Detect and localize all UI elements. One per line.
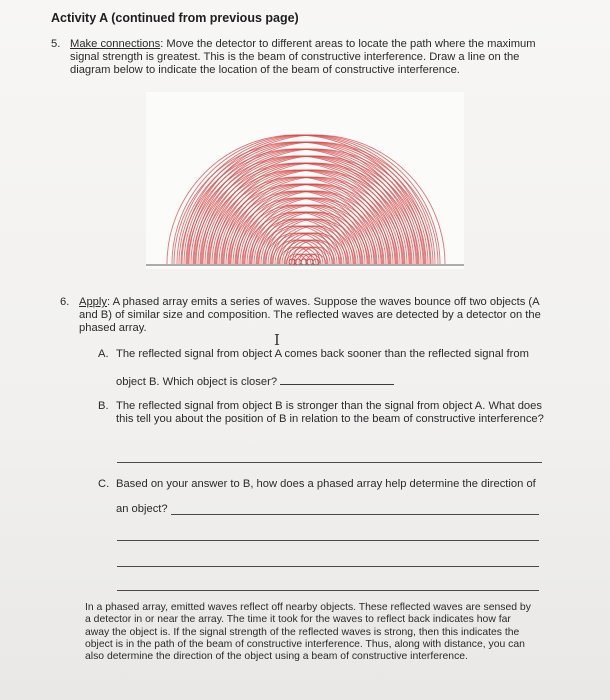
summary-paragraph: In a phased array, emitted waves reflect off nearby objects. These reflected waves are sensed by a detector in or near the array. The time it took for the waves to reflect back indicates how far away the object is. If the signal strength of the reflected waves is strong, then this indicates the object is in the path of the beam of constructive interference. Thus, along with distance, you can also determine the direction of the object using a beam of constructive interference.: [85, 602, 531, 663]
wave-diagram-svg[interactable]: [146, 92, 464, 269]
answer-6c-line-4[interactable]: [117, 590, 539, 591]
question-6-body: [79, 296, 550, 336]
question-5: [51, 38, 561, 78]
activity-title: Activity A (continued from previous page): [51, 11, 299, 25]
question-5-text: : Move the detector to different areas to locate the path where the maximum signal strength is greatest. This is the beam of constructive interference. Draw a line on the diagram below to indicate the location of the beam of constructive interference.: [70, 38, 536, 77]
answer-6c-line-3[interactable]: [117, 566, 539, 567]
question-6: [60, 296, 550, 336]
question-6a: [98, 348, 558, 361]
answer-6c-line-2[interactable]: [117, 540, 539, 541]
question-6c-letter: C.: [98, 478, 110, 490]
question-6c-line2: an object?: [116, 503, 168, 515]
question-5-lead: Make connections: [70, 38, 161, 50]
question-5-body: [70, 38, 561, 78]
answer-6c-line-1[interactable]: [171, 514, 539, 515]
question-6a-line1: The reflected signal from object A comes back sooner than the reflected signal from: [116, 348, 529, 360]
question-6-number: 6.: [60, 296, 70, 308]
text-cursor-icon: I: [274, 331, 280, 349]
question-6b-letter: B.: [98, 400, 109, 412]
question-6a-line2: object B. Which object is closer?: [116, 376, 278, 388]
question-6-text: : A phased array emits a series of waves. Suppose the waves bounce off two objects (A and B) of similar size and composition. The reflected waves are detected by a detector on the phased array.: [79, 296, 541, 335]
question-6-lead: Apply: [79, 296, 107, 308]
answer-6b-line[interactable]: [117, 462, 542, 463]
answer-6a-blank[interactable]: [280, 374, 394, 385]
question-6b-text: The reflected signal from object B is stronger than the signal from object A. What does this tell you about the position of B in relation to the beam of constructive interference?: [116, 400, 544, 426]
wave-interference-diagram[interactable]: [146, 92, 464, 269]
question-6c-prompt: [116, 503, 176, 516]
question-6a-letter: A.: [98, 348, 109, 360]
question-6b: [98, 400, 546, 426]
question-6a-prompt: [116, 374, 416, 389]
question-6c: [98, 478, 558, 491]
question-6c-line1: Based on your answer to B, how does a phased array help determine the direction of: [116, 478, 536, 490]
question-5-number: 5.: [51, 38, 61, 50]
